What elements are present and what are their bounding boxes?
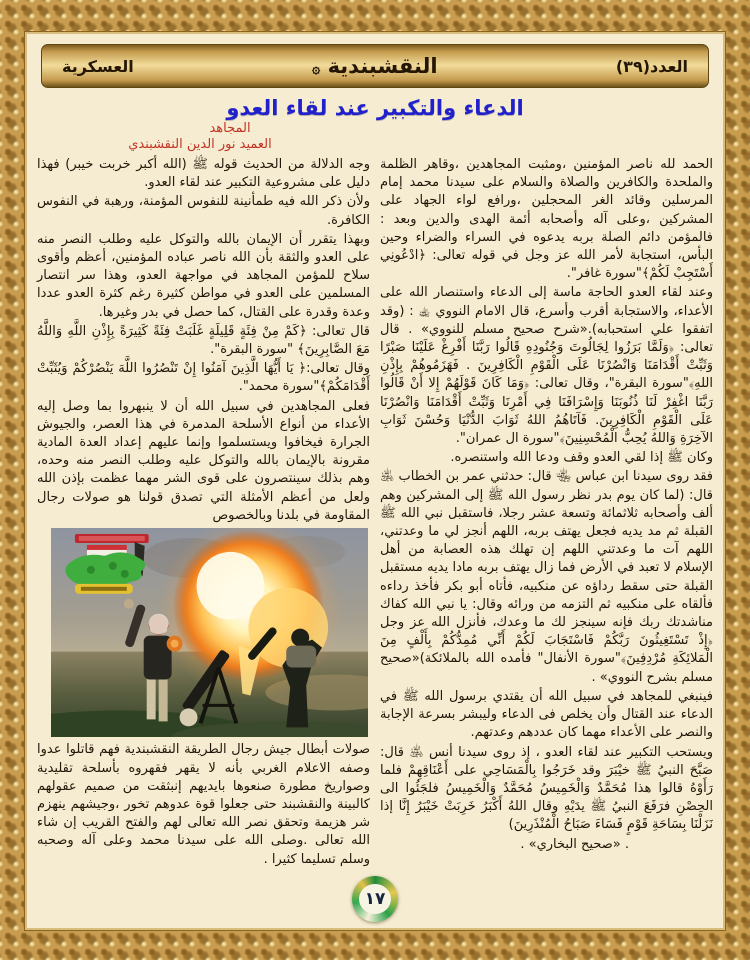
paragraph: ويستحب التكبير عند لقاء العدو ، إذ روى سيدنا أنس ﵁ قال: صَبَّحَ النبيُ ﷺ خيْبَرَ وقد خَرَجُوا بِالْمَسَاحِي على أَعْنَاقِهِمْ فلما رَأَوْهُ قالوا هذا مُحَمَّدٌ وَالْخَمِيسُ مُحَمَّدٌ وَالْخَمِيسُ فلجَئُوا الى الحِصْنِ فرَفَعَ النبيُ ﷺ يدَيْهِ وقال اللهُ أَكْبَرُ خَرِبَتْ خَيْبَرُ إِنَّا إذا نَزَلْنَا بِسَاحَةِ قَوْمٍ فَسَاءَ صَبَاحُ الْمُنْذَرِينَ)	[380, 744, 713, 833]
paragraph: قال تعالى: ﴿كَمْ مِنْ فِئَةٍ قَلِيلَةٍ غَلَبَتْ فِئَةً كَثِيرَةً بِإِذْنِ اللَّهِ وَاللَّهُ مَعَ الصَّابِرِينَ﴾ "سورة البقرة".	[37, 323, 370, 358]
page-number: ١٧	[359, 884, 391, 914]
paragraph: وعند لقاء العدو الحاجة ماسة إلى الدعاء واستنصار الله على الأعداء، والاستجابة أقرب وأسرع، قال الامام النووي ﵀ : (وقد اتفقوا علي استحبابه).«شرح صحيح مسلم للنووي» . قال تعالى: ﴿وَلَمَّا بَرَزُوا لِجَالُوتَ وَجُنُودِهِ قَالُوا رَبَّنَا أَفْرِغْ عَلَيْنَا صَبْرًا وَثَبِّتْ أَقْدَامَنَا وَانْصُرْنَا عَلَى الْقَوْمِ الْكَافِرِينَ . فَهَزَمُوهُمْ بِإِذْنِ اللهِ﴾"سورة البقرة"، وقال تعالى: ﴿وَمَا كَانَ قَوْلَهُمْ إِلا أَنْ قَالُوا رَبَّنَا اغْفِرْ لَنَا ذُنُوبَنَا وَإِسْرَافَنَا فِي أَمْرِنَا وَثَبِّتْ أَقْدَامَنَا وَانْصُرْنَا عَلَى الْقَوْمِ الْكَافِرِينَ. فَآتَاهُمُ اللهُ ثَوَابَ الدُّنْيَا وَحُسْنَ ثَوَابِ الآخِرَةِ وَاللهُ يُحِبُّ الْمُحْسِنِينَ﴾"سورة ال عمران".	[380, 285, 713, 447]
article-title: الدعاء والتكبير عند لقاء العدو	[226, 96, 524, 120]
byline-author: العميد نور الدين النقشبندي	[128, 137, 272, 152]
header-bar	[41, 44, 709, 88]
paragraph: وجه الدلالة من الحديث قوله ﷺ (الله أكبر خربت خيبر) فهذا دليل على مشروعية التكبير عند لقاء العدو.	[37, 157, 370, 191]
paragraph: الحمد لله ناصر المؤمنين ،ومثبت المجاهدين ،وقاهر الظلمة والملحدة والكافرين والصلاة والسلام على سيدنا محمد إمام المرسلين وقائد الغر المحجلين ،ورافع لواء الجهاد على المشركين ،وعلى آله وأصحابه أئمة الهدى والدين وبعد : فالمؤمن دائم الصلة بربه يدعوه في السراء والضراء وحين البأس، استجابة لأمر الله عز وجل في قوله تعالى: ﴿ادْعُونِي أَسْتَجِبْ لَكُمْ﴾"سورة غافر".	[380, 157, 713, 282]
paragraph: وكان ﷺ إذا لقي العدو وقف ودعا الله واستنصره.	[450, 450, 713, 466]
magazine-title	[312, 54, 438, 78]
article-columns	[37, 156, 713, 870]
magazine-name: النقشبندية	[327, 54, 438, 78]
page-number-medallion	[352, 876, 398, 922]
left-column	[37, 156, 370, 870]
byline-rank: المجاهد	[209, 121, 251, 136]
paragraph: فعلى المجاهدين في سبيل الله أن لا ينبهروا بما وصل إليه الأعداء من أنواع الأسلحة المدمرة في هذا العصر، والجيوش الجرارة فيخافوا ويستسلموا وإنما عليهم إعداد العدة المادية مقرونة بالإيمان بالله والتوكل عليه وطلب النصر منه وحده، وهم بذلك سينتصرون على قوى الشر مهما عظمت بإذن الله ولعل من أعظم الأمثلة التي تصدق قولنا هو صولات رجال المقاومة في بلدنا وبالخصوص	[37, 398, 370, 523]
right-column	[380, 156, 713, 870]
paragraph: ولأن ذكر الله فيه طمأنينة للنفوس المؤمنة، ورهبة في النفوس الكافرة.	[37, 194, 370, 228]
issue-number: العدد(٣٩)	[615, 56, 688, 76]
mortar-firing-photo	[51, 528, 368, 737]
rosette-icon: ۞	[312, 61, 321, 77]
paragraph: وبهذا يتقرر أن الإيمان بالله والتوكل عليه وطلب النصر منه على العدو والثقة بأن الله ناصر عباده المؤمنين، أعظم وأقوى سلاح للمؤمن المجاهد في مواجهة العدو، وهذا سر انتصار المسلمين على العدو في مواطن كثيرة رغم كثرة العدو عددا وعدة وقدرة على القتال، كما حصل في بدر وغيرها.	[37, 231, 370, 320]
section-name: العسكرية	[62, 56, 134, 76]
source-citation: . «صحيح البخاري» .	[520, 836, 629, 852]
paragraph: فقد روى سيدنا ابن عباس ﵄ قال: حدثني عمر بن الخطاب ﵁ قال: (لما كان يوم بدر نظر رسول الله ﷺ إلى المشركين وهم ألف وأصحابه ثلاثمائة وتسعة عشر رجلا، فاستقبل نبي الله ﷺ القبلة ثم مد يديه فجعل يهتف بربه، اللهم أنجز لي ما وعدتني، اللهم آت ما وعدتني اللهم إن تهلك هذه العصابة من أهل الإسلام لا تعبد في الأرض فما زال يهتف بربه مادا يديه مستقبل القبلة حتى سقط رداؤه عن منكبيه، فأتاه أبو بكر فأخذ رداءه فألقاه على منكبيه ثم التزمه من ورائه وقال: يا نبي الله كفاك مناشدتك ربك فإنه سينجز لك ما وعدك، فأنزل الله عز وجل ﴿إِذْ تَسْتَغِيثُونَ رَبَّكُمْ فَاسْتَجَابَ لَكُمْ أَنِّي مُمِدُّكُمْ بِأَلْفٍ مِنَ الْمَلائِكَةِ مُرْدِفِينَ﴾"سورة الأنفال" فأمده الله بالملائكة)«صحيح مسلم بشرح النووي» .	[380, 469, 713, 685]
byline	[75, 121, 325, 153]
paragraph: وقال تعالى:﴿ يَا أَيُّهَا الَّذِينَ آمَنُوا إِنْ تَنْصُرُوا اللَّهَ يَنْصُرْكُمْ وَيُثَبِّتْ أَقْدَامَكُمْ﴾"سورة محمد".	[37, 361, 370, 395]
paragraph: فينبغي للمجاهد في سبيل الله أن يقتدي برسول الله ﷺ في الدعاء عند القتال وأن يخلص فى الدعاء وليبشر بسرعة الإجابة والنصر على الأعداء مهما كان عددهم وعدتهم.	[380, 688, 713, 741]
paragraph: صولات أبطال جيش رجال الطريقة النقشبندية فهم قاتلوا عدوا وصفه الاعلام الغربي بأنه لا يقهر فقهروه بأسلحة تقليدية وصواريخ مطورة صنعوها بايديهم إنبثقت من صميم عقولهم كالبينة والنقشبند حتى جعلوا قوة عدوهم تخور ،وجيشهم ينهزم شر هزيمة وتحقق نصر الله تعالى لهم والفتح القريب إن شاء الله تعالى .وصلى الله على سيدنا محمد وعلى آله وصحبه وسلم تسليما كثيرا .	[37, 742, 370, 867]
page-content	[25, 32, 725, 930]
